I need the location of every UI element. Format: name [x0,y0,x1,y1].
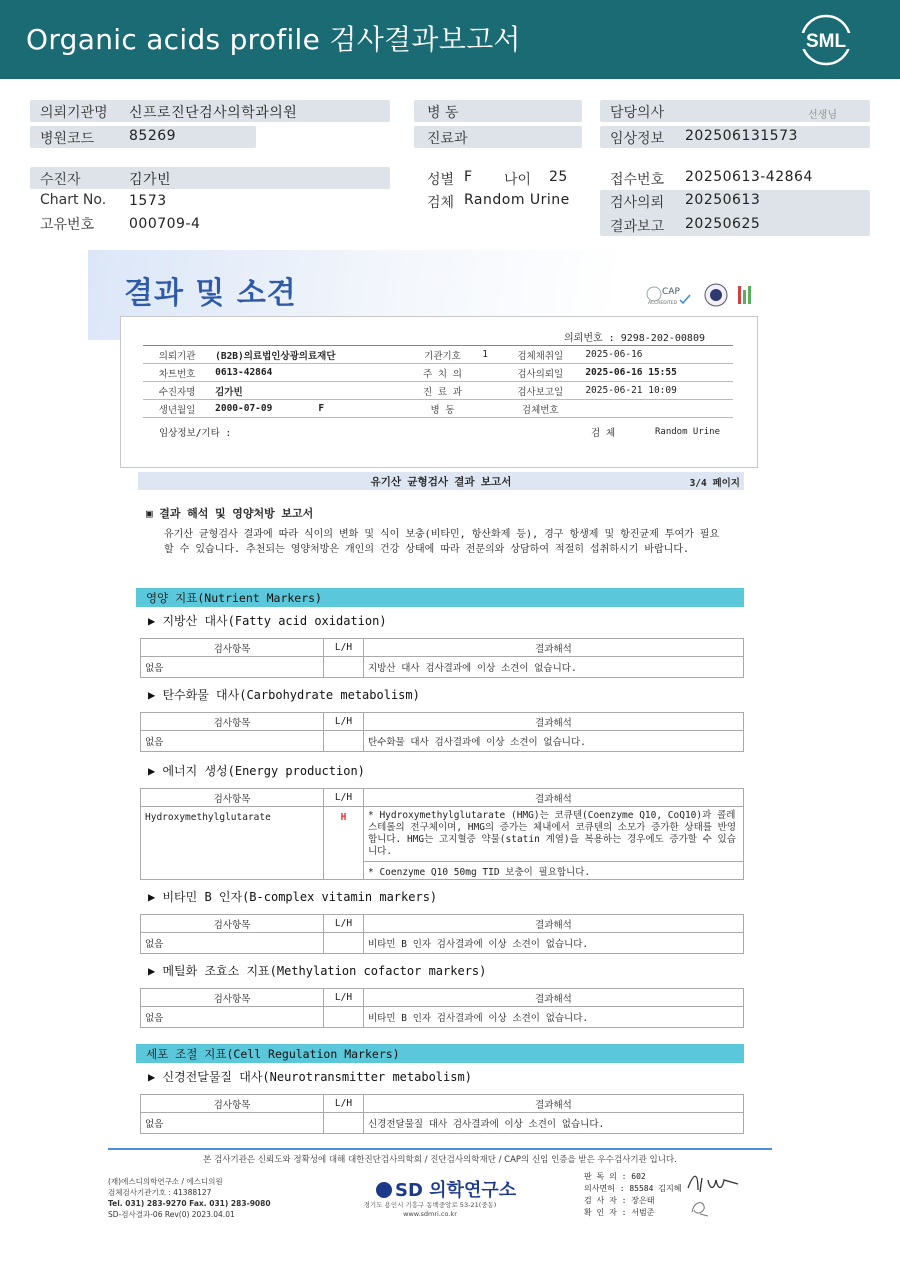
result-table [140,638,744,678]
report-header [0,0,900,79]
footer-divider [108,1148,772,1150]
result-interpretation: 신경전달물질 대사 검사결과에 이상 소견이 없습니다. [364,1113,744,1134]
signature-1 [684,1168,744,1196]
result-flag [324,731,364,752]
column-header: 검사항목 [141,713,324,731]
clinical-info: 202506131573 [685,128,798,144]
sex-inner: F [318,403,325,414]
result-table [140,1094,744,1134]
request-cell-label: 차트번호 [143,364,211,382]
result-prescription: * Coenzyme Q10 50mg TID 보충이 필요합니다. [364,862,744,880]
request-cell-label: 주 치 의 [407,364,479,382]
column-header: L/H [324,639,364,657]
request-cell-value: 2025-06-16 15:55 [581,364,733,382]
sd-logo: SD 의학연구소 [376,1176,516,1202]
column-header: 결과해석 [364,915,744,933]
result-item: 없음 [141,933,324,954]
name-bar [30,167,390,189]
result-table [140,712,744,752]
chart-no: 1573 [129,193,167,209]
column-header: 결과해석 [364,789,744,807]
footer-lab-info [108,1176,271,1220]
request-cell-value: 0613-42864 [211,364,407,382]
request-cell-label: 진 료 과 [407,382,479,400]
page-number: 3/4 페이지 [689,478,740,489]
department-label: 진료과 [427,131,468,147]
result-item: 없음 [141,1113,324,1134]
column-header: 결과해석 [364,639,744,657]
doctor-label: 담당의사 [610,105,665,121]
result-row [141,807,744,862]
svg-text:ACCREDITED: ACCREDITED [648,301,678,306]
result-header-row [141,1095,744,1113]
request-cell-label: 기관기호 [407,346,479,364]
requested-label: 검사의뢰 [610,195,665,211]
hospital-code-label: 병원코드 [40,131,95,147]
summary-body: 유기산 균형검사 결과에 따라 식이의 변화 및 식이 보충(비타민, 항산화제 등), 경구 항생제 및 항진균제 투여가 필요할 수 있습니다. 추천되는 영양처방은 개인의 건강 상태에 따라 전문의와 상담하여 적절히 섭취하시기 바랍니다. [164,529,720,555]
section-heading: ▶ 지방산 대사(Fatty acid oxidation) [148,614,387,628]
reader: 판 독 의 : 602 [584,1172,646,1181]
column-header: L/H [324,713,364,731]
form-rev: SD-검사결과-06 Rev(0) 2023.04.01 [108,1210,235,1219]
accreditation-logos [644,280,754,310]
request-row [143,382,733,400]
receipt-no: 20250613-42864 [685,169,813,185]
request-cell-value: 2025-06-16 [581,346,733,364]
column-header: 검사항목 [141,789,324,807]
patient-name: 김가빈 [129,172,172,188]
result-row [141,731,744,752]
column-header: 결과해석 [364,713,744,731]
request-cell-value [478,364,499,382]
specimen: Random Urine [464,192,570,208]
specimen-label-inner: 검 체 [591,428,616,439]
hospital-code: 85269 [129,128,177,144]
doctor-suffix: 선생님 [808,110,837,121]
sex: F [464,169,473,185]
request-cell-label: 검체채취일 [499,346,581,364]
request-org-label: 의뢰기관명 [40,105,108,121]
result-table [140,988,744,1028]
signature-2 [688,1198,712,1218]
result-header-row [141,713,744,731]
request-row [143,364,733,382]
request-row [143,400,733,418]
age-label: 나이 [504,172,532,188]
page-bar-title: 유기산 균형검사 결과 보고서 [370,476,512,488]
result-header-row [141,989,744,1007]
section-heading: ▶ 탄수화물 대사(Carbohydrate metabolism) [148,688,420,702]
column-header: 검사항목 [141,639,324,657]
sex-label: 성별 [427,172,455,188]
age: 25 [549,169,568,185]
result-flag [324,933,364,954]
reported-label: 결과보고 [610,219,665,235]
section-heading: ▶ 비타민 B 인자(B-complex vitamin markers) [148,890,438,904]
page-bar [138,472,744,490]
request-cell-value [478,382,499,400]
requested-date: 20250613 [685,192,761,208]
result-item: Hydroxymethylglutarate [141,807,324,880]
request-cell-value: (B2B)의료법인상광의료재단 [211,346,407,364]
sml-logo [796,12,856,68]
request-cell-label: 수진자명 [143,382,211,400]
request-cell-value [581,400,733,418]
request-row [143,346,733,364]
request-cell-label: 검사보고일 [499,382,581,400]
clinical-memo: 임상정보/기타 : [159,428,232,439]
column-header: 결과해석 [364,989,744,1007]
category-nutrient: 영양 지표(Nutrient Markers) [136,588,744,607]
summary-heading: ▣ 결과 해석 및 영양처방 보고서 [146,507,314,520]
section-heading: ▶ 신경전달물질 대사(Neurotransmitter metabolism) [148,1070,472,1084]
page-title: Organic acids profile 검사결과보고서 [26,23,521,56]
request-cell-label: 병 동 [407,400,479,418]
column-header: L/H [324,1095,364,1113]
result-flag: H [324,807,364,880]
result-interpretation: 지방산 대사 검사결과에 이상 소견이 없습니다. [364,657,744,678]
result-header-row [141,639,744,657]
request-info-box [120,316,758,468]
result-header-row [141,915,744,933]
unique-label: 고유번호 [40,217,95,233]
request-cell-label: 의뢰기관 [143,346,211,364]
license: 의사면허 : 85584 김지혜 [584,1184,682,1193]
request-table [143,345,733,418]
birthdate: 2000-07-09 [215,403,273,414]
footer-signatories [584,1171,681,1219]
request-cell-value: 1 [478,346,499,364]
column-header: L/H [324,915,364,933]
request-number: 의뢰번호 : 9298-202-00809 [564,333,705,344]
section-heading: ▶ 메틸화 조효소 지표(Methylation cofactor markers) [148,964,487,978]
specimen-label: 검체 [427,195,455,211]
sd-logo-icon [376,1182,392,1198]
column-header: 결과해석 [364,1095,744,1113]
request-cell-value: 김가빈 [211,382,407,400]
tester: 검 사 자 : 장은태 [584,1196,655,1205]
unique-no: 000709-4 [129,216,201,232]
result-item: 없음 [141,657,324,678]
result-row [141,657,744,678]
result-interpretation: * Hydroxymethylglutarate (HMG)는 코큐텐(Coenzyme Q10, CoQ10)과 콜레스테롤의 전구체이며, HMG의 증가는 체내에서 코큐텐의 소모가 증가한 상태를 반영합니다. HMG는 고지혈증 약물(statin 계열)을 복용하는 경우에도 증가할 수 있습니다. [364,807,744,862]
chart-label: Chart No. [40,192,107,208]
result-table [140,788,744,880]
section-heading: ▶ 에너지 생성(Energy production) [148,764,365,778]
column-header: 검사항목 [141,1095,324,1113]
result-flag [324,657,364,678]
footer-address: 경기도 용인시 기흥구 동백중앙로 53-21(중동) www.sdmri.co.kr [363,1201,497,1218]
clinical-info-label: 임상정보 [610,131,665,147]
specimen-inner: Random Urine [655,427,721,437]
result-row [141,933,744,954]
lab-name: (재)에스디의학연구소 / 에스디의원 [108,1177,223,1186]
svg-text:SML: SML [805,31,847,52]
result-interpretation: 비타민 B 인자 검사결과에 이상 소견이 없습니다. [364,1007,744,1028]
column-header: L/H [324,789,364,807]
result-row [141,1007,744,1028]
receipt-label: 접수번호 [610,172,665,188]
ward-label: 병 동 [427,105,459,121]
report-title: 결과 및 소견 [124,276,297,311]
result-flag [324,1007,364,1028]
category-cell-regulation: 세포 조절 지표(Cell Regulation Markers) [136,1044,744,1063]
column-header: L/H [324,989,364,1007]
request-cell-label: 생년월일 [143,400,211,418]
result-flag [324,1113,364,1134]
reported-date: 20250625 [685,216,761,232]
result-row [141,1113,744,1134]
result-interpretation: 비타민 B 인자 검사결과에 이상 소견이 없습니다. [364,933,744,954]
result-item: 없음 [141,731,324,752]
name-label: 수진자 [40,172,81,188]
footer-note: 본 검사기관은 신뢰도와 정확성에 대해 대한진단검사의학회 / 진단검사의학재단 / CAP의 신임 인증을 받은 우수검사기관 입니다. [203,1155,677,1165]
result-item: 없음 [141,1007,324,1028]
result-interpretation: 탄수화물 대사 검사결과에 이상 소견이 없습니다. [364,731,744,752]
result-table [140,914,744,954]
column-header: 검사항목 [141,915,324,933]
svg-text:CAP: CAP [662,287,680,297]
column-header: 검사항목 [141,989,324,1007]
request-cell-value: 2025-06-21 10:09 [581,382,733,400]
lab-contact: Tel. 031) 283-9270 Fax. 031) 283-9080 [108,1199,271,1208]
request-cell-value [211,400,407,418]
request-cell-label: 검사의뢰일 [499,364,581,382]
request-cell-label: 검체번호 [499,400,581,418]
checker: 확 인 자 : 서범준 [584,1208,655,1217]
scanned-report [88,250,792,1140]
request-org: 신프로진단검사의학과의원 [129,105,298,121]
request-cell-value [478,400,499,418]
result-header-row [141,789,744,807]
lab-code: 검체검사기관기호 : 41388127 [108,1188,212,1197]
